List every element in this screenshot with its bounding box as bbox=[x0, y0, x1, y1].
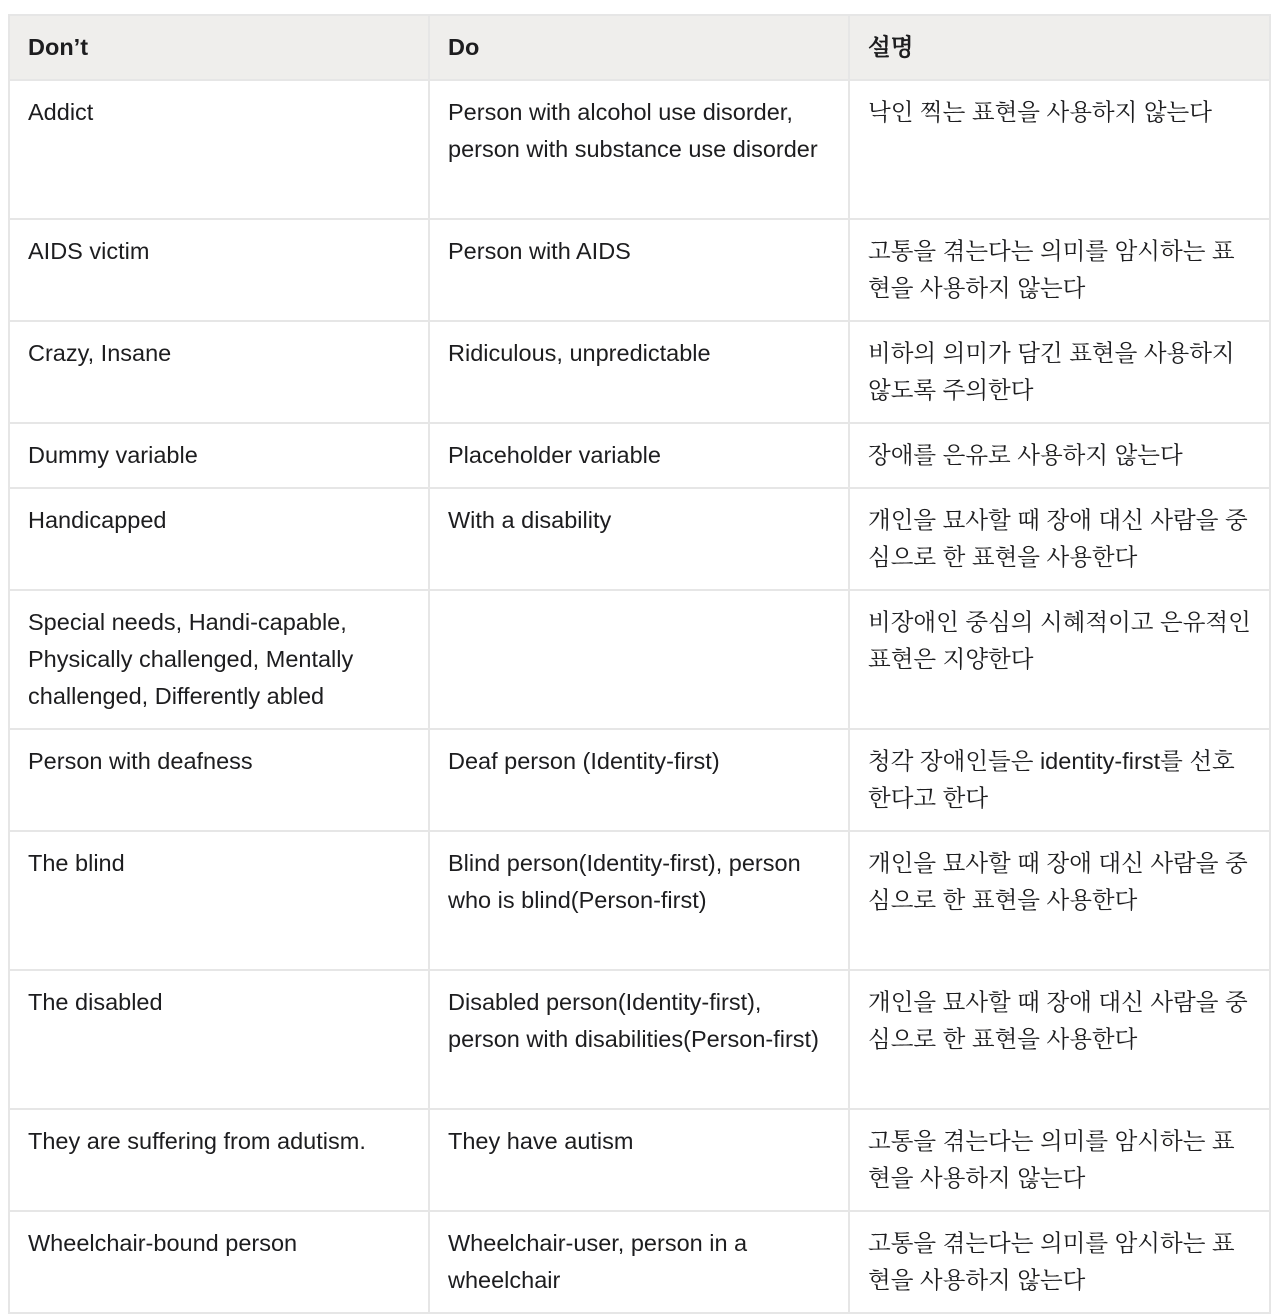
cell-do: Ridiculous, unpredictable bbox=[429, 321, 849, 423]
table-row bbox=[9, 1211, 1270, 1313]
cell-dont: The blind bbox=[9, 831, 429, 970]
cell-description: 고통을 겪는다는 의미를 암시하는 표현을 사용하지 않는다 bbox=[849, 1211, 1270, 1313]
header-row bbox=[9, 15, 1270, 80]
cell-description: 고통을 겪는다는 의미를 암시하는 표현을 사용하지 않는다 bbox=[849, 1109, 1270, 1211]
cell-description: 개인을 묘사할 때 장애 대신 사람을 중심으로 한 표현을 사용한다 bbox=[849, 488, 1270, 590]
header-do: Do bbox=[429, 15, 849, 80]
table-row bbox=[9, 729, 1270, 831]
cell-do: Blind person(Identity-first), person who is blind(Person-first) bbox=[429, 831, 849, 970]
language-guide-table bbox=[8, 14, 1271, 1314]
cell-description: 청각 장애인들은 identity-first를 선호한다고 한다 bbox=[849, 729, 1270, 831]
cell-do: Deaf person (Identity-first) bbox=[429, 729, 849, 831]
cell-dont: Handicapped bbox=[9, 488, 429, 590]
cell-dont: Person with deafness bbox=[9, 729, 429, 831]
cell-do bbox=[429, 590, 849, 729]
cell-description: 개인을 묘사할 때 장애 대신 사람을 중심으로 한 표현을 사용한다 bbox=[849, 831, 1270, 970]
table-row bbox=[9, 219, 1270, 321]
header-description: 설명 bbox=[849, 15, 1270, 80]
cell-dont: Special needs, Handi-capable, Physically challenged, Mentally challenged, Differently abled bbox=[9, 590, 429, 729]
cell-description: 개인을 묘사할 때 장애 대신 사람을 중심으로 한 표현을 사용한다 bbox=[849, 970, 1270, 1109]
cell-dont: Addict bbox=[9, 80, 429, 219]
cell-description: 고통을 겪는다는 의미를 암시하는 표현을 사용하지 않는다 bbox=[849, 219, 1270, 321]
table-row bbox=[9, 423, 1270, 488]
cell-do: Wheelchair-user, person in a wheelchair bbox=[429, 1211, 849, 1313]
table-row bbox=[9, 590, 1270, 729]
table-row bbox=[9, 488, 1270, 590]
cell-do: Disabled person(Identity-first), person with disabilities(Person-first) bbox=[429, 970, 849, 1109]
cell-dont: The disabled bbox=[9, 970, 429, 1109]
table-row bbox=[9, 80, 1270, 219]
table-row bbox=[9, 321, 1270, 423]
cell-do: Placeholder variable bbox=[429, 423, 849, 488]
table-row bbox=[9, 970, 1270, 1109]
cell-description: 장애를 은유로 사용하지 않는다 bbox=[849, 423, 1270, 488]
cell-dont: Crazy, Insane bbox=[9, 321, 429, 423]
table-row bbox=[9, 831, 1270, 970]
cell-description: 낙인 찍는 표현을 사용하지 않는다 bbox=[849, 80, 1270, 219]
cell-description: 비장애인 중심의 시혜적이고 은유적인 표현은 지양한다 bbox=[849, 590, 1270, 729]
header-dont: Don’t bbox=[9, 15, 429, 80]
cell-do: With a disability bbox=[429, 488, 849, 590]
cell-description: 비하의 의미가 담긴 표현을 사용하지 않도록 주의한다 bbox=[849, 321, 1270, 423]
cell-dont: Dummy variable bbox=[9, 423, 429, 488]
table-row bbox=[9, 1109, 1270, 1211]
cell-dont: Wheelchair-bound person bbox=[9, 1211, 429, 1313]
cell-do: They have autism bbox=[429, 1109, 849, 1211]
cell-do: Person with AIDS bbox=[429, 219, 849, 321]
cell-do: Person with alcohol use disorder, person with substance use disorder bbox=[429, 80, 849, 219]
cell-dont: They are suffering from adutism. bbox=[9, 1109, 429, 1211]
cell-dont: AIDS victim bbox=[9, 219, 429, 321]
